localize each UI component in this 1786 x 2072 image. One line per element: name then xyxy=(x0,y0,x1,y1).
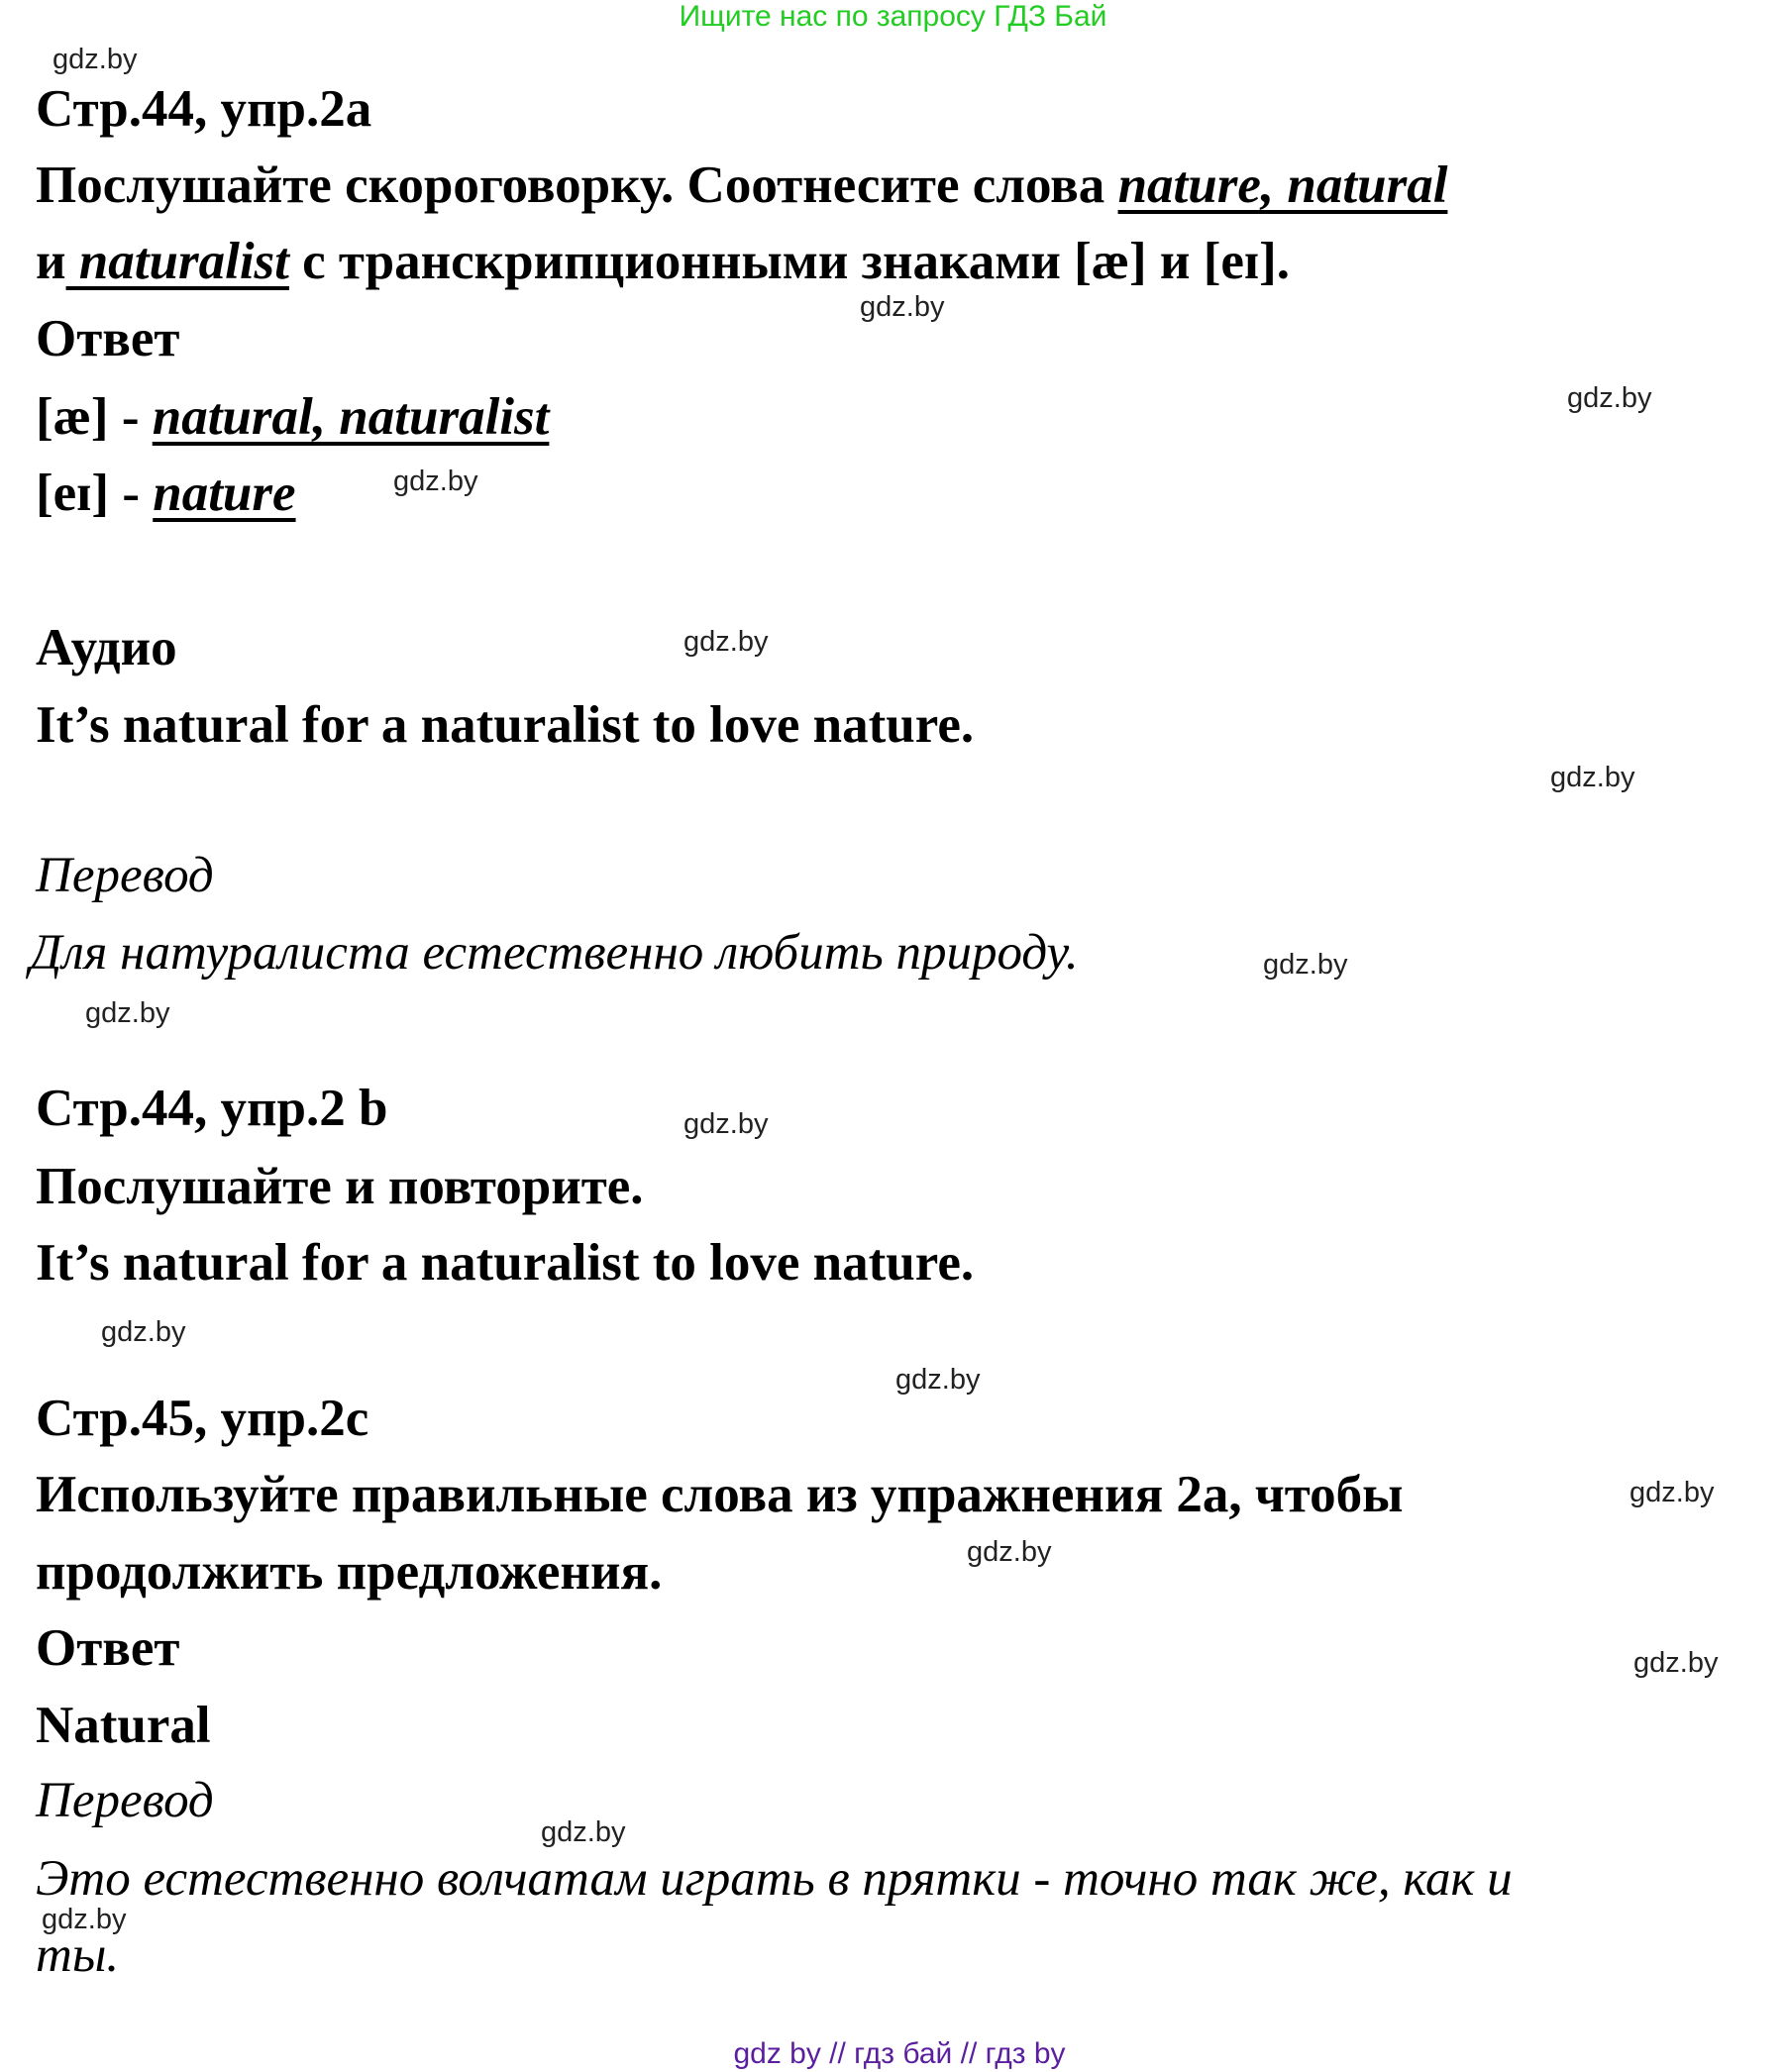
answer-words: nature xyxy=(153,465,296,522)
ex2a-translation-label: Перевод xyxy=(36,848,214,903)
symbol: [æ] - xyxy=(36,388,153,446)
watermark: gdz.by xyxy=(42,1904,127,1935)
ex2c-translation-line1: Это естественно волчатам играть в прятки - точно так же, как и xyxy=(36,1851,1513,1907)
ex2c-task-line1: Используйте правильные слова из упражнения 2a, чтобы xyxy=(36,1466,1404,1523)
task-word: nature, natural xyxy=(1117,156,1448,214)
ex2a-audio-label: Аудио xyxy=(36,619,177,676)
ex2c-translation-line2: ты. xyxy=(36,1927,120,1983)
ex2a-answer-2 xyxy=(36,459,296,528)
watermark: gdz.by xyxy=(1550,762,1635,793)
ex2c-task-line2: продолжить предложения. xyxy=(36,1543,663,1601)
watermark: gdz.by xyxy=(101,1316,186,1348)
watermark: gdz.by xyxy=(1263,949,1348,981)
watermark: gdz.by xyxy=(967,1536,1052,1568)
symbol: [eɪ] - xyxy=(36,465,154,522)
task-word: naturalist xyxy=(65,233,289,290)
task-text: и xyxy=(36,233,66,290)
watermark: gdz.by xyxy=(683,1108,769,1140)
watermark: gdz.by xyxy=(85,997,170,1029)
ex2a-title: Стр.44, упр.2a xyxy=(36,80,372,138)
watermark: gdz.by xyxy=(895,1364,981,1396)
watermark: gdz.by xyxy=(53,44,138,75)
ex2a-translation-text: Для натуралиста естественно любить природу. xyxy=(30,925,1079,981)
footer-links: gdz by // гдз бай // гдз by xyxy=(733,2037,1066,2070)
watermark: gdz.by xyxy=(860,291,945,323)
ex2a-answer-label: Ответ xyxy=(36,310,180,367)
answer-words: natural, naturalist xyxy=(152,388,550,446)
watermark: gdz.by xyxy=(1567,382,1652,414)
ex2c-answer: Natural xyxy=(36,1697,211,1754)
watermark: gdz.by xyxy=(1629,1477,1715,1508)
ex2b-title: Стр.44, упр.2 b xyxy=(36,1080,388,1137)
ex2b-text: It’s natural for a naturalist to love nature. xyxy=(36,1234,975,1292)
watermark: gdz.by xyxy=(683,626,769,658)
ex2b-task: Послушайте и повторите. xyxy=(36,1158,644,1215)
task-text: Послушайте скороговорку. Соотнесите слова xyxy=(36,156,1118,214)
search-banner: Ищите нас по запросу ГДЗ Бай xyxy=(679,0,1107,33)
ex2c-title: Стр.45, упр.2c xyxy=(36,1390,369,1447)
watermark: gdz.by xyxy=(1633,1647,1719,1679)
ex2a-task-line2 xyxy=(36,227,1290,296)
task-text: с транскрипционными знаками [æ] и [eɪ]. xyxy=(288,233,1291,290)
ex2a-answer-1 xyxy=(36,382,549,452)
watermark: gdz.by xyxy=(541,1816,626,1848)
ex2c-answer-label: Ответ xyxy=(36,1619,180,1677)
ex2c-translation-label: Перевод xyxy=(36,1773,214,1828)
ex2a-task-line1 xyxy=(36,151,1447,220)
ex2a-audio-text: It’s natural for a naturalist to love nature. xyxy=(36,696,975,754)
watermark: gdz.by xyxy=(393,466,478,497)
